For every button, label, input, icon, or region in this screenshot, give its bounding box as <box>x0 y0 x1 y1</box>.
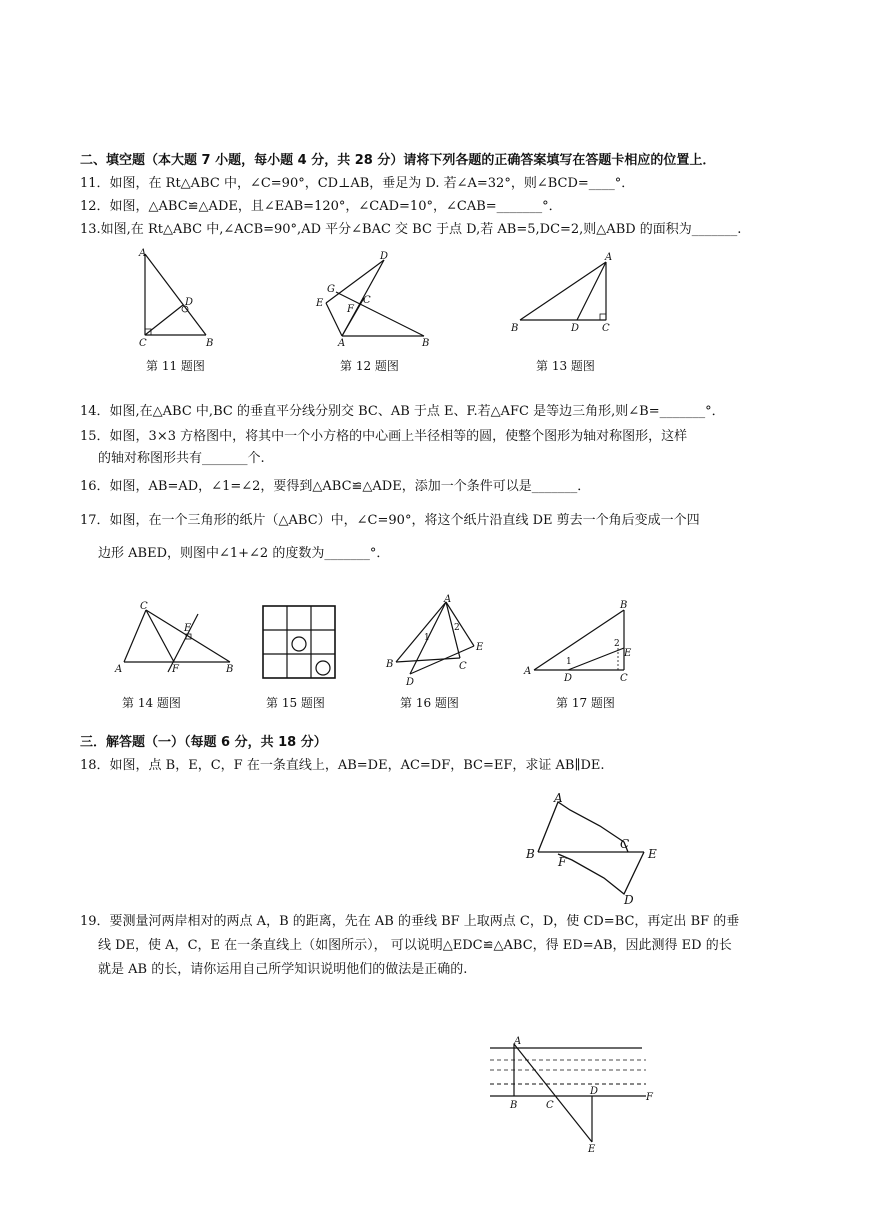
question-17-line2: 边形 ABED，则图中∠1+∠2 的度数为_______°． <box>98 546 390 561</box>
fig16-label-E: E <box>476 642 484 653</box>
question-13: 13.如图,在 Rt△ABC 中,∠ACB=90°,AD 平分∠BAC 交 BC 于点 D,若 AB=5,DC=2,则△ABD 的面积为_______. <box>80 222 742 237</box>
section2-heading: 二、填空题（本大题 7 小题，每小题 4 分，共 28 分）请将下列各题的正确答案填写在答题卡相应的位置上． <box>80 153 716 168</box>
fig17-label-C: C <box>620 673 628 684</box>
fig17-label-A: A <box>524 666 532 677</box>
question-15-line1: 15．如图，3×3 方格图中，将其中一个小方格的中心画上半径相等的圆，使整个图形为轴对称图形，这样 <box>80 429 688 444</box>
fig18-label-A: A <box>554 791 563 805</box>
fig19-label-B: B <box>510 1100 518 1111</box>
fig13-label-B: B <box>511 323 519 334</box>
caption-fig12: 第 12 题图 <box>340 359 399 373</box>
fig16-label-A: A <box>444 594 452 605</box>
fig11-label-C: C <box>139 338 147 349</box>
question-14: 14．如图,在△ABC 中,BC 的垂直平分线分别交 BC、AB 于点 E、F.若△AFC 是等边三角形,则∠B=_______°． <box>80 404 725 419</box>
caption-fig13: 第 13 题图 <box>536 359 595 373</box>
fig19-label-F: F <box>646 1092 653 1103</box>
fig12-label-A: A <box>338 338 346 349</box>
fig16-label-1: 1 <box>424 633 430 643</box>
fig17-label-2: 2 <box>614 639 620 649</box>
figure-19 <box>486 1038 666 1158</box>
fig18-label-E: E <box>648 847 657 861</box>
fig11-label-A: A <box>139 248 147 259</box>
fig16-label-C: C <box>459 661 467 672</box>
fig13-label-C: C <box>602 323 610 334</box>
figure-13 <box>508 248 628 348</box>
figure-11 <box>136 248 216 348</box>
question-16: 16．如图，AB=AD，∠1=∠2，要得到△ABC≌△ADE，添加一个条件可以是_______． <box>80 479 591 494</box>
question-11: 11．如图，在 Rt△ABC 中，∠C=90°，CD⊥AB，垂足为 D. 若∠A=32°，则∠BCD=____°． <box>80 176 635 191</box>
question-19-line1: 19．要测量河两岸相对的两点 A，B 的距离，先在 AB 的垂线 BF 上取两点 C，D，使 CD=BC，再定出 BF 的垂 <box>80 914 740 929</box>
fig13-label-A: A <box>605 252 613 263</box>
fig19-label-E: E <box>588 1144 596 1155</box>
caption-fig16: 第 16 题图 <box>400 696 459 710</box>
fig16-label-B: B <box>386 659 394 670</box>
caption-fig15: 第 15 题图 <box>266 696 325 710</box>
fig17-label-1: 1 <box>566 657 572 667</box>
fig18-label-B: B <box>526 847 535 861</box>
figure-14 <box>112 600 242 680</box>
fig14-label-E: E <box>184 623 192 634</box>
caption-fig11: 第 11 题图 <box>146 359 205 373</box>
figure-18 <box>520 790 670 910</box>
caption-fig17: 第 17 题图 <box>556 696 615 710</box>
fig11-label-B: B <box>206 338 214 349</box>
fig16-label-D: D <box>406 677 415 688</box>
question-15-line2: 的轴对称图形共有_______个. <box>98 451 265 466</box>
fig13-label-D: D <box>571 323 580 334</box>
question-19-line2: 线 DE，使 A，C，E 在一条直线上（如图所示）， 可以说明△EDC≌△ABC，得 ED=AB，因此测得 ED 的长 <box>98 938 732 953</box>
question-18: 18．如图，点 B，E，C，F 在一条直线上，AB=DE，AC=DF，BC=EF，求证 AB∥DE. <box>80 758 605 773</box>
fig14-label-C: C <box>140 601 148 612</box>
fig19-label-C: C <box>546 1100 554 1111</box>
fig12-label-C: C <box>363 295 371 306</box>
caption-fig14: 第 14 题图 <box>122 696 181 710</box>
fig18-label-F: F <box>558 855 567 869</box>
figure-12 <box>312 248 442 348</box>
fig14-label-A: A <box>115 664 123 675</box>
fig12-label-F: F <box>347 304 354 315</box>
fig18-label-C: C <box>620 837 630 851</box>
fig17-label-D: D <box>564 673 573 684</box>
figure-17 <box>520 598 640 688</box>
section3-heading: 三．解答题（一）（每题 6 分，共 18 分） <box>80 735 327 750</box>
fig12-label-G: G <box>327 284 335 295</box>
question-19-line3: 就是 AB 的长，请你运用自己所学知识说明他们的做法是正确的. <box>98 962 468 977</box>
fig19-label-A: A <box>514 1036 522 1047</box>
fig12-label-D: D <box>380 251 389 262</box>
fig12-label-B: B <box>422 338 430 349</box>
fig11-label-D: D <box>185 297 194 308</box>
fig12-label-E: E <box>316 298 324 309</box>
fig14-label-B: B <box>226 664 234 675</box>
fig17-label-B: B <box>620 600 628 611</box>
fig19-label-D: D <box>590 1086 599 1097</box>
figure-16 <box>384 596 494 686</box>
fig18-label-D: D <box>624 893 634 907</box>
fig14-label-F: F <box>172 664 179 675</box>
fig16-label-2: 2 <box>454 623 460 633</box>
fig17-label-E: E <box>624 648 632 659</box>
question-12: 12．如图，△ABC≌△ADE，且∠EAB=120°，∠CAD=10°，∠CAB=_______°． <box>80 199 562 214</box>
question-17-line1: 17．如图，在一个三角形的纸片（△ABC）中，∠C=90°，将这个纸片沿直线 DE 剪去一个角后变成一个四 <box>80 513 700 528</box>
figure-15-grid <box>262 605 342 685</box>
